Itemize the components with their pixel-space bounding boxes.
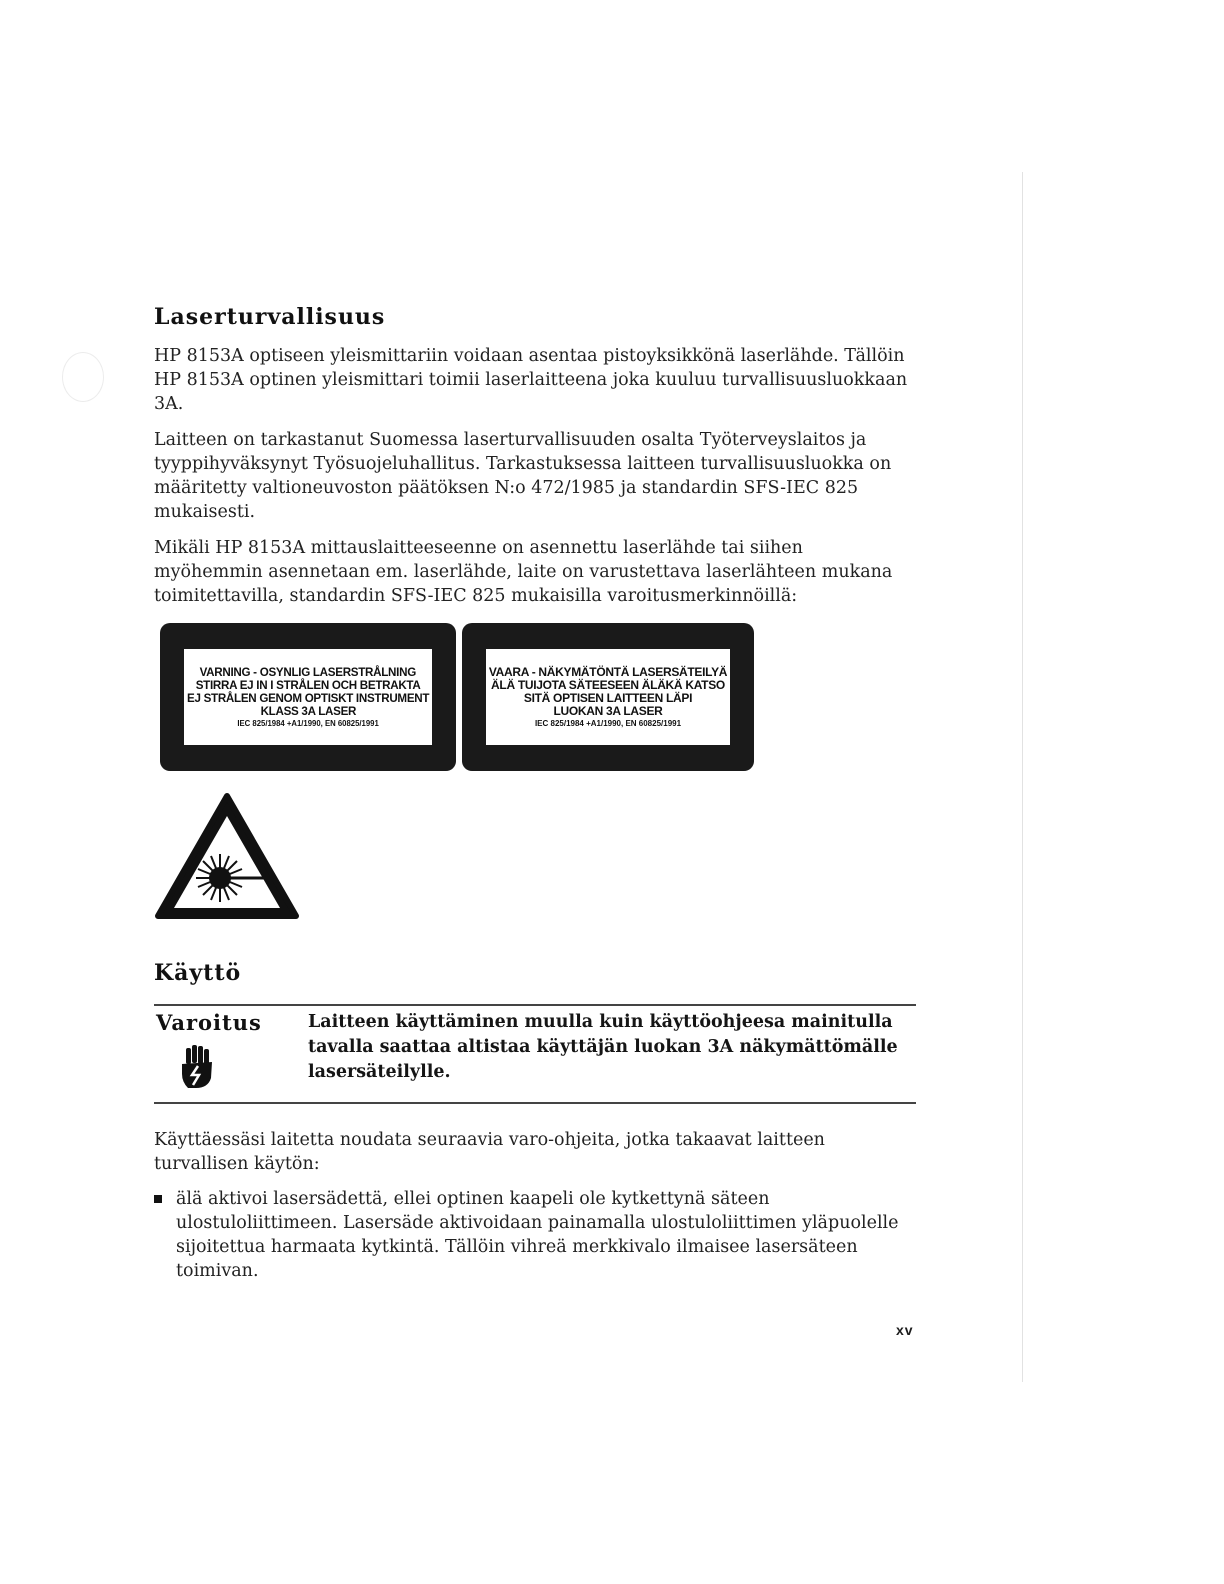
label-line: ÄLÄ TUIJOTA SÄTEESEEN ÄLÄKÄ KATSO: [491, 677, 725, 692]
label-line: VAARA - NÄKYMÄTÖNTÄ LASERSÄTEILYÄ: [488, 664, 728, 679]
warning-text: Laitteen käyttäminen muulla kuin käyttöohjeesa mainitulla tavalla saattaa altistaa käyttäjän luokan 3A näkymättömälle lasersäteilylle.: [308, 1012, 898, 1082]
margin-rule: [1022, 172, 1023, 1382]
bullet-square-icon: [154, 1195, 162, 1203]
list-item: [154, 1187, 914, 1283]
label-line: KLASS 3A LASER: [260, 703, 356, 718]
label-standard: IEC 825/1984 +A1/1990, EN 60825/1991: [534, 718, 682, 728]
warning-title: Varoitus: [156, 1010, 262, 1035]
section-title-laser-safety: Laserturvallisuus: [154, 304, 386, 330]
label-line: EJ STRÅLEN GENOM OPTISKT INSTRUMENT: [186, 690, 430, 705]
label-line: VARNING - OSYNLIG LASERSTRÅLNING: [199, 664, 417, 679]
section-title-use: Käyttö: [154, 960, 242, 986]
warning-top-rule: [154, 1004, 916, 1006]
warning-bottom-rule: [154, 1102, 916, 1104]
page-number: xv: [896, 1322, 914, 1338]
safety-instruction-list: [154, 1187, 914, 1283]
label-line: STIRRA EJ IN I STRÅLEN OCH BETRAKTA: [195, 677, 421, 692]
paragraph-safety-intro: Käyttäessäsi laitetta noudata seuraavia varo-ohjeita, jotka takaavat laitteen turvallisen käytön:: [154, 1130, 825, 1174]
warning-label-swedish: [160, 623, 456, 771]
list-item-text: älä aktivoi lasersädettä, ellei optinen kaapeli ole kytkettynä säteen ulostuloliittimeen. Lasersäde aktivoidaan painamalla ulostuloliittimen yläpuolelle sijoitettua harmaata kytkintä. Tällöin vihreä merkkivalo ilmaisee lasersäteen toimivan.: [176, 1189, 899, 1281]
label-line: SITÄ OPTISEN LAITTEEN LÄPI: [523, 690, 693, 705]
paragraph-inspection: Laitteen on tarkastanut Suomessa laserturvallisuuden osalta Työterveyslaitos ja tyyppihyväksynyt Työsuojeluhallitus. Tarkastuksessa laitteen turvallisuusluokka on määritetty valtioneuvoston päätöksen N:o 472/1985 ja standardin SFS-IEC 825 mukaisesti.: [154, 430, 892, 522]
warning-label-finnish-text: [486, 649, 730, 745]
paragraph-laser-source: HP 8153A optiseen yleismittariin voidaan asentaa pistoyksikkönä laserlähde. Tällöin HP 8153A optinen yleismittari toimii laserlaitteena joka kuuluu turvallisuusluokkaan 3A.: [154, 346, 908, 414]
warning-hand-icon: [178, 1044, 218, 1090]
paragraph-warning-labels: Mikäli HP 8153A mittauslaitteeseenne on asennettu laserlähde tai siihen myöhemmin asennetaan em. laserlähde, laite on varustettava laserlähteen mukana toimitettavilla, standardin SFS-IEC 825 mukaisilla varoitusmerkinnöillä:: [154, 538, 893, 606]
label-line: LUOKAN 3A LASER: [553, 703, 663, 718]
label-standard: IEC 825/1984 +A1/1990, EN 60825/1991: [237, 718, 379, 728]
scan-smudge: [62, 352, 104, 402]
warning-label-finnish: [462, 623, 754, 771]
laser-hazard-triangle-icon: [154, 792, 300, 922]
warning-label-swedish-text: [184, 649, 432, 745]
